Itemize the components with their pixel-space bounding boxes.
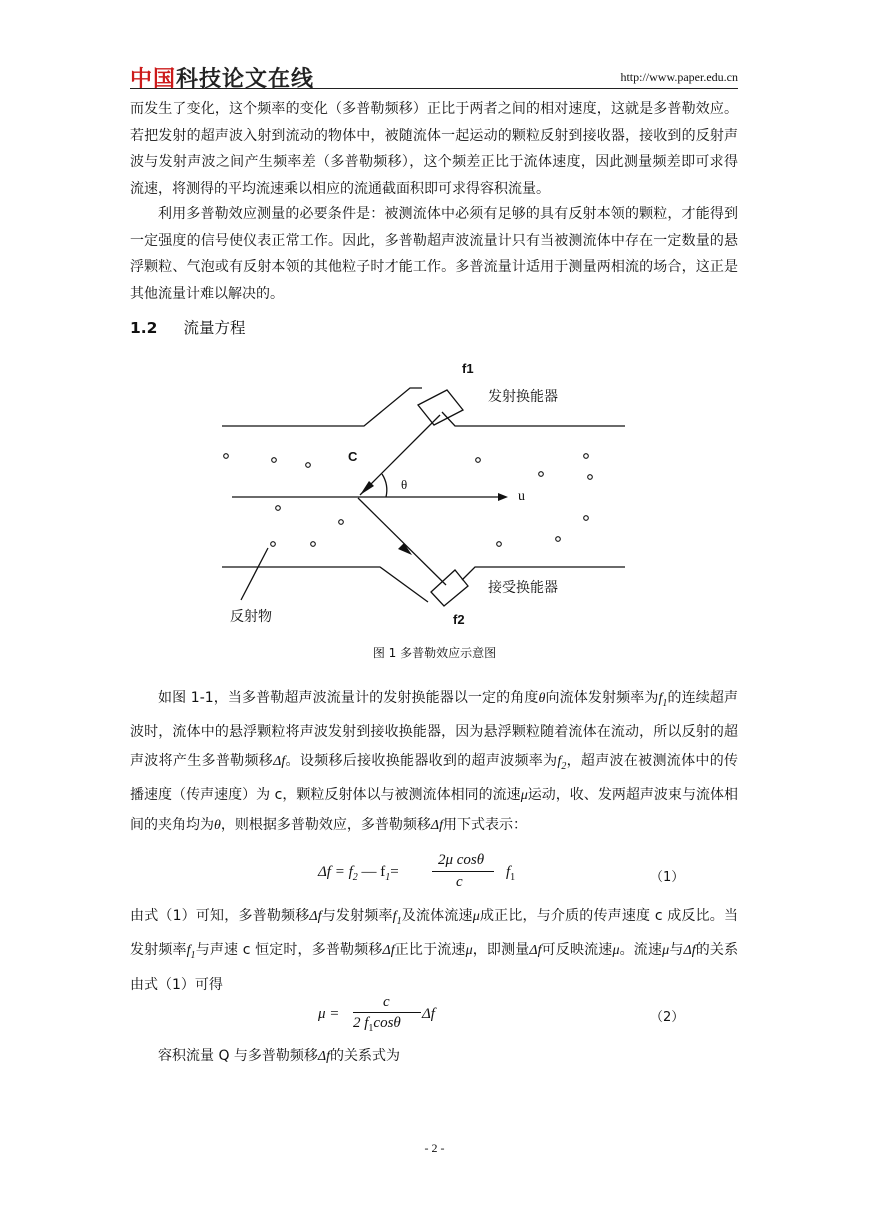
particle	[556, 537, 561, 542]
math-delta-f: Δf	[273, 753, 286, 769]
equation-1	[318, 864, 399, 883]
equation-2-tail: Δf	[422, 1006, 435, 1022]
math-delta-f: Δf	[430, 817, 443, 833]
label-transmitter: 发射换能器	[488, 389, 558, 405]
equation-2-fraction	[353, 994, 421, 1034]
math-theta: θ	[214, 817, 221, 833]
eq-text: Δf = f	[318, 864, 353, 880]
math-mu: μ	[520, 788, 528, 804]
particle	[588, 475, 593, 480]
reflector-pointer	[241, 548, 268, 600]
paragraph-2: 利用多普勒效应测量的必要条件是：被测流体中必须有足够的具有反射本领的颗粒，才能得到一定强度的信号使仪表正常工作。因此，多普勒超声波流量计只有当被测流体中存在一定数量的悬浮颗粒、气泡或有反射本领的其他粒子时才能工作。多普流量计适用于测量两相流的场合，这正是其他流量计难以解决的。	[130, 206, 738, 302]
particle	[497, 542, 502, 547]
transmitter-transducer	[418, 390, 463, 425]
equation-2-number: （2）	[650, 1010, 685, 1025]
page-number: - 2 -	[424, 1141, 445, 1155]
eq1-numerator: 2μ cosθ	[438, 852, 485, 868]
logo-red-text: 中国	[130, 67, 177, 92]
paragraph-1: 而发生了变化，这个频率的变化（多普勒频移）正比于两者之间的相对速度，这就是多普勒效应。若把发射的超声波入射到流动的物体中，被随流体一起运动的颗粒反射到接收器，接收到的反射声波与发射声波之间产生频率差（多普勒频移），这个频差正比于流体速度，因此测量频差即可求得流速，将测得的平均流速乘以相应的流通截面积即可求得容积流量。	[130, 101, 738, 197]
eq-text: — f	[361, 864, 386, 880]
label-reflector: 反射物	[230, 609, 272, 625]
pipe-upper-wall-right	[442, 412, 625, 426]
text-run: 的连续超声波时，流体中的悬浮颗粒将声波发射到接收换能器，因为悬浮颗粒随着流体在流动，所以反射的超声波将产生多普勒频移	[130, 690, 739, 769]
fraction-bar	[432, 871, 494, 872]
particle	[539, 472, 544, 477]
equation-1-tail: $f_1$	[506, 864, 516, 883]
text-run: 向流体发射频率为	[545, 690, 659, 706]
reflected-beam	[358, 498, 446, 585]
figure-caption: 图 1 多普勒效应示意图	[372, 646, 497, 660]
header-url: http://www.paper.edu.cn	[620, 70, 738, 84]
pipe-lower-wall-right	[462, 567, 625, 580]
label-receiver: 接受换能器	[488, 580, 558, 596]
particle	[224, 454, 229, 459]
particle	[271, 542, 276, 547]
eq-text: =	[390, 864, 399, 880]
text-run: 如图 1-1，当多普勒超声波流量计的发射换能器以一定的角度	[158, 690, 539, 706]
particle	[476, 458, 481, 463]
particle	[584, 516, 589, 521]
paragraph-3	[130, 684, 738, 840]
label-f2: f2	[453, 612, 465, 627]
text-run: 运动，收、发两超声波束与流体相间的夹角均为	[130, 787, 738, 833]
math-f2: $f_2$	[557, 753, 567, 772]
paragraph-4: 由式（1）可知，多普勒频移Δf与发射频率$f_1$及流体流速μ成正比，与介质的传声速度 c 成反比。当发射频率$f_1$与声速 c 恒定时，多普勒频移Δf正比于流速μ，即测量Δf可反映流速μ。流速μ与Δf的关系由式（1）可得	[130, 908, 739, 993]
pipe-upper-wall	[222, 388, 422, 426]
pipe-lower-wall	[222, 567, 428, 602]
text-run: 。设频移后接收换能器收到的超声波频率为	[285, 752, 558, 769]
equation-2-lhs: μ =	[318, 1006, 340, 1022]
label-theta: θ	[401, 477, 408, 492]
label-c: C	[348, 449, 358, 464]
incident-beam	[360, 415, 440, 495]
math-theta: θ	[538, 691, 546, 706]
particle	[276, 506, 281, 511]
text-run: 用下式表示：	[443, 816, 527, 833]
eq-sub: 2	[352, 872, 358, 883]
equation-1-number: （1）	[650, 870, 685, 885]
eq2-denominator: 2 $f_1\cos\theta$	[353, 1015, 401, 1034]
paragraph-5: 容积流量 Q 与多普勒频移Δf的关系式为	[158, 1048, 401, 1064]
label-u: u	[518, 489, 525, 504]
particle	[272, 458, 277, 463]
particle	[311, 542, 316, 547]
particle	[339, 520, 344, 525]
eq-sub: 1	[385, 872, 391, 883]
section-title: 流量方程	[183, 319, 246, 337]
math-f1: $f_1$	[658, 691, 668, 709]
section-number: 1.2	[130, 319, 158, 337]
text-run: ，则根据多普勒效应，多普勒频移	[220, 816, 431, 833]
label-f1: f1	[462, 361, 474, 376]
logo-black-text: 科技论文在线	[176, 67, 315, 92]
theta-arc	[382, 474, 387, 497]
eq2-numerator: c	[383, 994, 390, 1010]
fraction-bar	[353, 1012, 421, 1013]
particle	[306, 463, 311, 468]
text-run: ，超声波在被测流体中的传播速度（传声速度）为 c，颗粒反射体以与被测流体相同的流速	[130, 752, 739, 804]
eq1-denominator: c	[456, 874, 463, 890]
particle	[584, 454, 589, 459]
axis-arrowhead	[498, 493, 508, 501]
